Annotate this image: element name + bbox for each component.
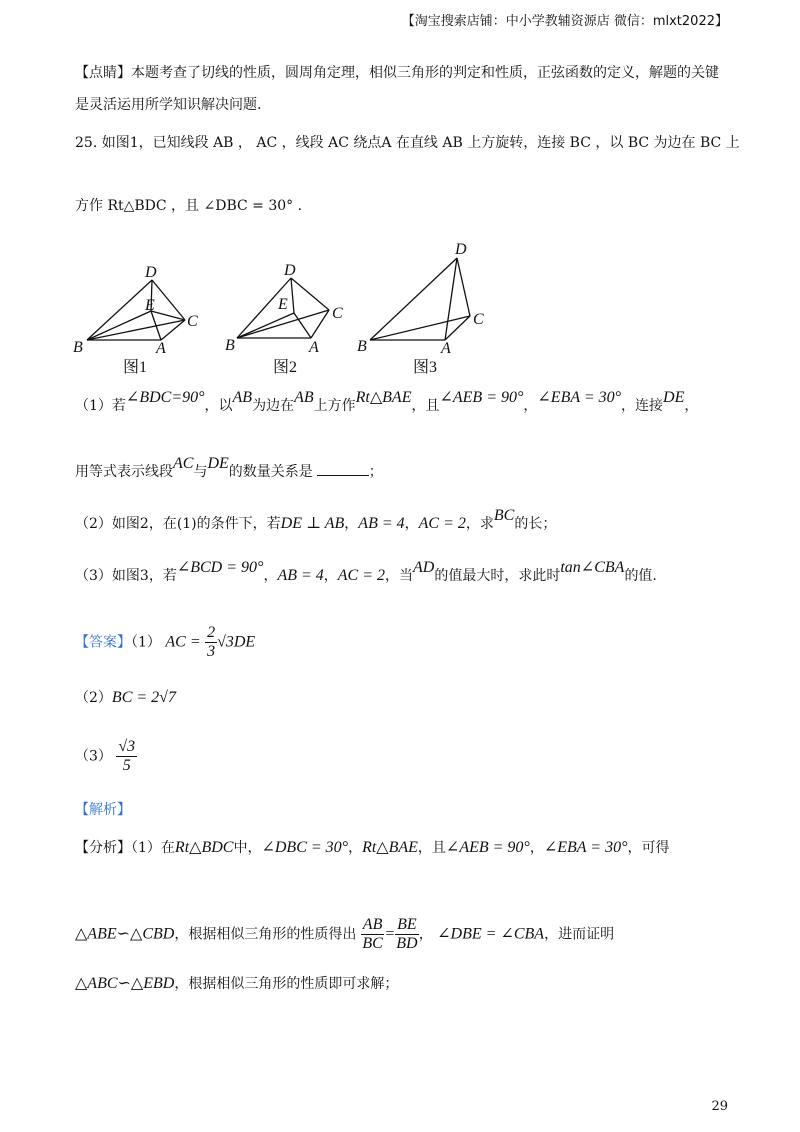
fig3-segment-BD — [370, 258, 457, 340]
analysis-tag: 【解析】 — [75, 802, 131, 818]
analysis-text: ， — [529, 840, 544, 856]
fraction-denominator: BD — [396, 935, 418, 952]
part-1-text: 与 — [193, 464, 208, 480]
fig2-caption: 图2 — [273, 359, 298, 376]
fig3-label-D: D — [455, 241, 467, 258]
part-1-text: 上方作 — [313, 398, 356, 414]
math-equals: = — [384, 925, 396, 943]
fraction-root3-over-5 — [116, 738, 137, 775]
part-3-text: ， — [263, 568, 278, 584]
part-2-text: （2）如图2，在(1)的条件下，若 — [75, 516, 281, 532]
answer-prefix: （1） — [131, 634, 161, 651]
fig3-label-B: B — [357, 338, 367, 355]
part-1-text: （1）若 — [75, 398, 126, 414]
geometry-figures — [65, 238, 505, 378]
math-bc-value: BC = 2√7 — [111, 689, 176, 706]
part-1-text: ，以 — [204, 398, 233, 414]
fig2-segment-DC — [291, 278, 329, 310]
fig3-segment-BC — [370, 316, 470, 340]
comment-line-2: 是灵活运用所学知识解决问题. — [75, 97, 262, 113]
fig1-segment-BE — [87, 311, 151, 340]
fig1-segment-DC — [152, 280, 185, 320]
part-3-text: ，当 — [385, 568, 414, 584]
question-25-line-1: 25. 如图1，已知线段 AB ， AC ，线段 AC 绕点A 在直线 AB 上方旋转，连接 BC ，以 BC 为边在 BC 上 — [75, 135, 740, 151]
fig1-label-A: A — [156, 340, 166, 357]
analysis-text: ， — [348, 840, 363, 856]
math-angle-eba: ∠EBA = 30° — [543, 839, 628, 856]
answer-tag: 【答案】 — [75, 634, 131, 651]
fig1-label-C: C — [187, 313, 198, 330]
math-triangle-bae: Rt△BAE — [362, 839, 418, 856]
math-de-perp-ab: DE ⊥ AB — [280, 515, 345, 532]
math-bc: BC — [493, 507, 515, 524]
math-de: DE — [663, 389, 685, 406]
answer-blank — [317, 475, 369, 476]
math-angle-aeb: ∠AEB = 90° — [445, 839, 530, 856]
fig1-segment-BC — [87, 320, 185, 340]
part-3-text: ， — [323, 568, 338, 584]
answer-3 — [75, 738, 137, 775]
math-angle-dbe-eq-cba: ∠DBE = ∠CBA — [437, 925, 545, 943]
fig1-label-D: D — [145, 264, 157, 281]
math-ab: AB — [232, 389, 253, 406]
math-ac-eq: AC = — [165, 633, 201, 651]
fig2-segment-ED — [291, 278, 294, 313]
fraction-be-bd — [395, 916, 419, 953]
fig2-segment-BC — [237, 310, 329, 338]
part-1-text: ，且 — [411, 398, 440, 414]
math-angle-bdc: ∠BDC=90° — [125, 389, 205, 406]
answer-1 — [75, 624, 255, 661]
fraction-numerator: √3 — [118, 738, 136, 755]
math-ac-eq-2: AC = 2 — [418, 515, 466, 532]
analysis-text: ，且 — [417, 840, 446, 856]
math-similar-abe-cbd: △ABE∽△CBD — [75, 925, 175, 943]
page-number: 29 — [711, 1099, 728, 1114]
part-2-text: 的长； — [514, 516, 557, 532]
math-angle-dbc: ∠DBC = 30° — [261, 839, 349, 856]
fig1-segment-EC — [151, 311, 185, 320]
analysis-text: ，可得 — [627, 840, 670, 856]
math-angle-bcd: ∠BCD = 90° — [176, 559, 264, 576]
fig2-label-D: D — [284, 262, 296, 279]
math-angle-aeb: ∠AEB = 90° — [439, 389, 524, 406]
part-1-text: 的数量关系是 — [228, 464, 313, 480]
part-1-text: 为边在 — [252, 398, 295, 414]
fig2-label-A: A — [309, 339, 319, 356]
analysis-line-2 — [75, 916, 614, 953]
fraction-denominator: 5 — [122, 757, 131, 774]
math-ab-eq-4: AB = 4 — [277, 567, 324, 584]
fraction-denominator: BC — [362, 935, 383, 952]
analysis-line-1 — [75, 838, 669, 858]
fig3-caption: 图3 — [413, 359, 438, 376]
answer-prefix: （3） — [75, 748, 112, 765]
page-header: 【淘宝搜索店铺：中小学教辅资源店 微信：mlxt2022】 — [401, 14, 728, 29]
analysis-line-3 — [75, 974, 398, 994]
answer-prefix: （2） — [75, 690, 112, 706]
math-triangle-bae: Rt△BAE — [355, 389, 412, 406]
part-1-text: ，连接 — [621, 398, 664, 414]
fraction-numerator: BE — [397, 916, 417, 933]
part-3-text: 的值最大时，求此时 — [434, 568, 561, 584]
analysis-text: 中， — [233, 840, 262, 856]
analysis-text: ，根据相似三角形的性质得出 — [174, 926, 357, 943]
analysis-text: ， — [418, 926, 433, 943]
math-tan-cba: tan∠CBA — [560, 559, 625, 576]
fig3-segment-DC — [457, 258, 470, 316]
fig3-label-C: C — [473, 311, 484, 328]
part-3-text: 的值. — [624, 568, 657, 584]
part-2-line — [75, 507, 557, 534]
question-25-line-2: 方作 Rt△BDC ，且 ∠DBC = 30° . — [75, 198, 303, 214]
math-ac: AC — [173, 455, 194, 472]
fraction-numerator: AB — [362, 916, 383, 933]
analysis-text: 【分析】（1）在 — [75, 840, 175, 856]
part-3-text: （3）如图3，若 — [75, 568, 177, 584]
part-1-line-1 — [75, 389, 699, 416]
fig2-label-E: E — [278, 296, 288, 313]
fig2-label-B: B — [225, 337, 235, 354]
comment-line-1: 【点睛】本题考查了切线的性质，圆周角定理，相似三角形的判定和性质，正弦函数的定义，解题的关键 — [75, 65, 719, 81]
part-1-line-2 — [75, 455, 383, 482]
math-ac-eq-2: AC = 2 — [337, 567, 386, 584]
math-triangle-bdc: Rt△BDC — [174, 839, 234, 856]
part-3-line — [75, 559, 657, 586]
math-similar-abc-ebd: △ABC∽△EBD — [75, 975, 175, 992]
part-2-text: ， — [344, 516, 359, 532]
analysis-text: ，进而证明 — [544, 926, 615, 943]
fig2-label-C: C — [332, 305, 343, 322]
part-2-text: ，求 — [465, 516, 494, 532]
fig3-segment-AD — [445, 258, 457, 340]
part-1-text: 用等式表示线段 — [75, 464, 173, 480]
math-angle-eba: ∠EBA = 30° — [537, 389, 622, 406]
fig1-label-B: B — [73, 339, 83, 356]
fig3-label-A: A — [441, 340, 451, 357]
fig2-segment-BE — [237, 313, 294, 338]
part-1-text: ； — [368, 464, 383, 480]
fraction-denominator: 3 — [207, 643, 216, 660]
math-ab: AB — [294, 389, 314, 406]
fig1-segment-BD — [87, 280, 152, 340]
analysis-text: ，根据相似三角形的性质即可求解； — [174, 976, 399, 992]
answer-2 — [75, 688, 176, 708]
part-1-text: ， — [523, 398, 538, 414]
fraction-two-thirds — [205, 624, 217, 661]
math-de: DE — [207, 455, 229, 472]
math-ad: AD — [413, 559, 435, 576]
fig1-label-E: E — [145, 297, 155, 314]
math-root3-de: √3DE — [217, 633, 256, 651]
fig1-caption: 图1 — [123, 359, 148, 376]
math-ab-eq-4: AB = 4 — [358, 515, 405, 532]
part-2-text: ， — [404, 516, 419, 532]
fraction-ab-bc — [361, 916, 385, 953]
part-1-text: ， — [684, 398, 699, 414]
fraction-numerator: 2 — [207, 624, 216, 641]
